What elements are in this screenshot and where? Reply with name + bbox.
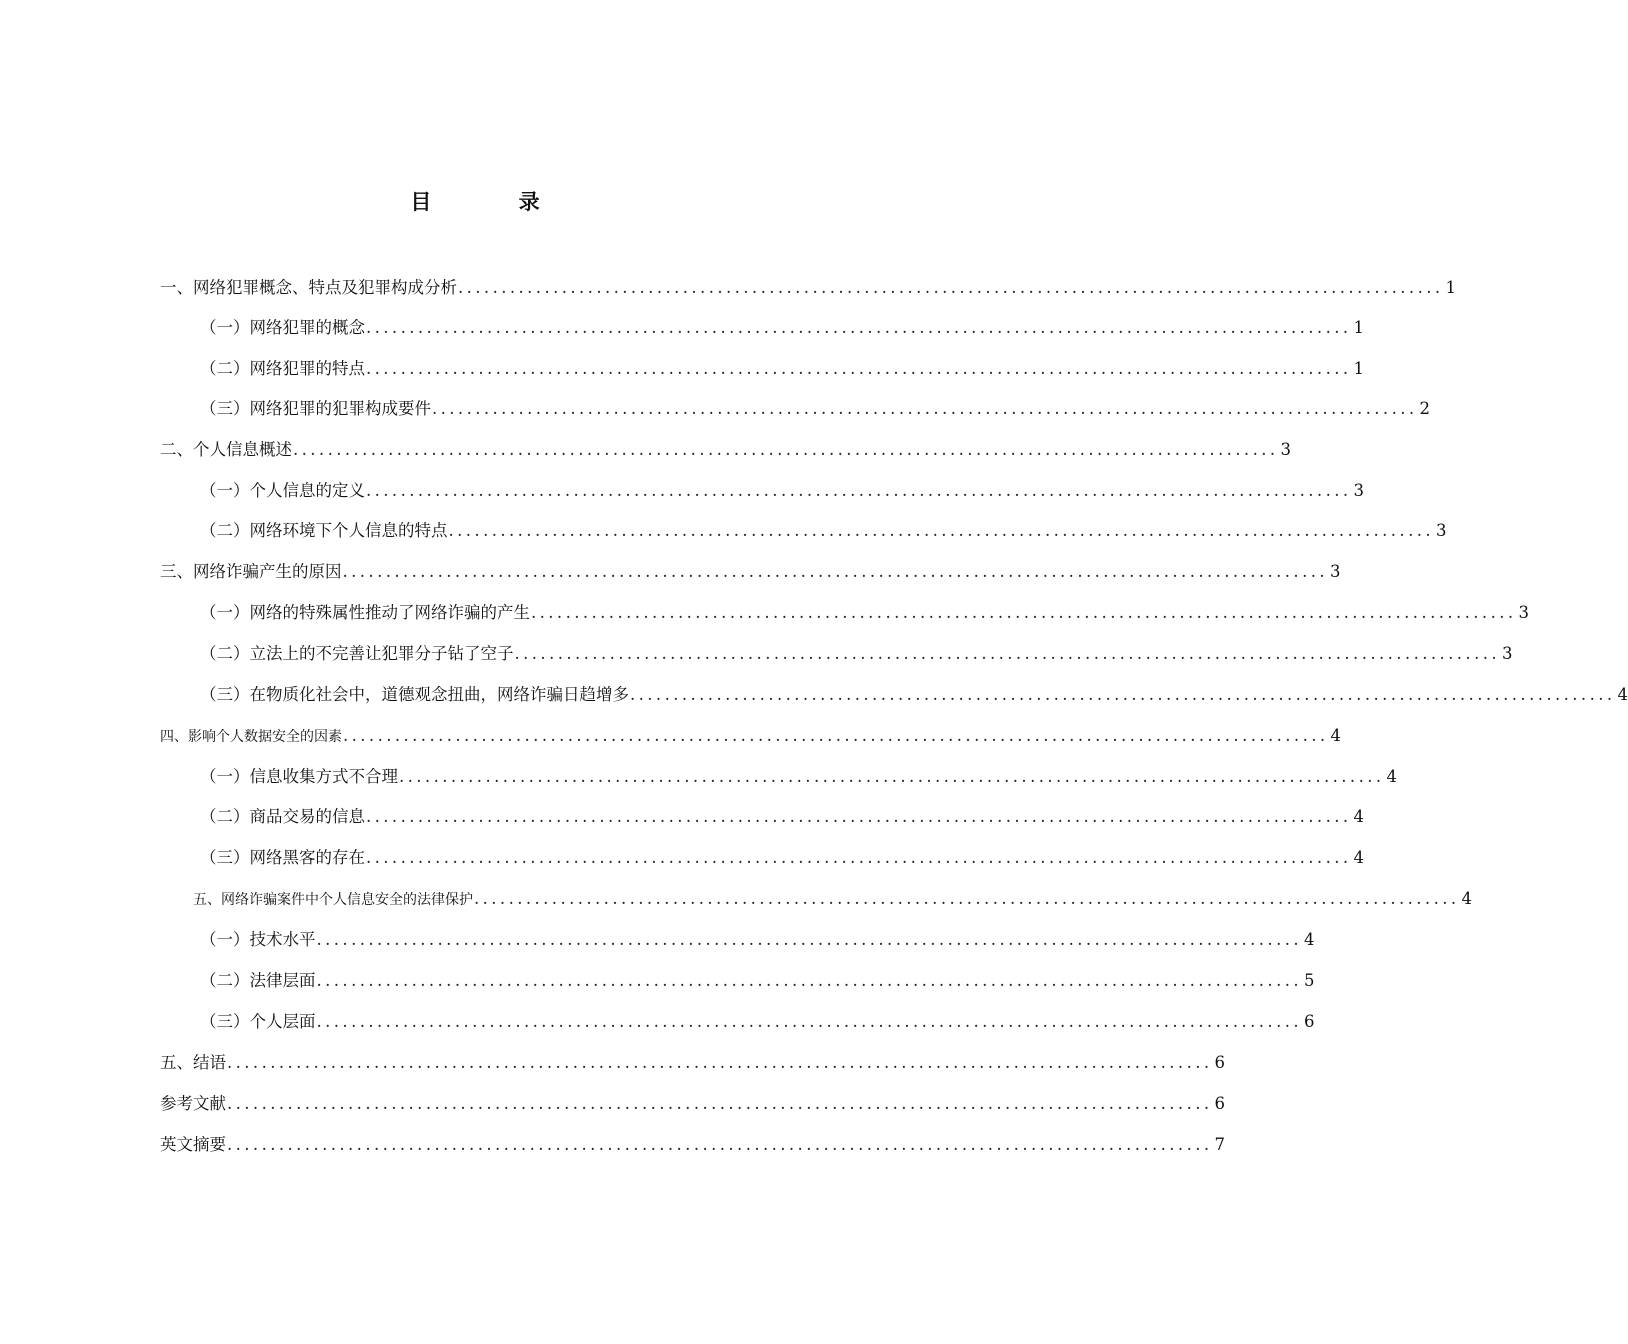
toc-entry-text: 三、网络诈骗产生的原因 [160,562,342,581]
toc-entry-page: 2 [1419,399,1431,418]
page-title: 目 录 [410,189,580,214]
toc-entry-text: 五、网络诈骗案件中个人信息安全的法律保护 [193,892,473,908]
toc-entry[interactable]: （二）网络环境下个人信息的特点 .................................................................................................................. 3 [200,521,1447,540]
toc-entry-page: 3 [1518,603,1530,622]
toc-entry[interactable]: （一）信息收集方式不合理 .................................................................................................................. 4 [200,767,1398,786]
toc-entry[interactable]: （三）个人层面 .................................................................................................................. 6 [200,1012,1315,1031]
toc-entry-page: 4 [1353,807,1365,826]
toc-entry-text: 一、网络犯罪概念、特点及犯罪构成分析 [160,278,457,297]
toc-entry-text: （一）网络的特殊属性推动了网络诈骗的产生 [200,603,530,622]
toc-entry-page: 3 [1353,481,1365,500]
toc-entry-page: 4 [1386,767,1398,786]
toc-entry-page: 4 [1304,930,1315,949]
toc-entry-page: 1 [1353,359,1365,378]
toc-entry-text: （三）网络犯罪的犯罪构成要件 [200,399,431,418]
toc-entry[interactable]: 二、个人信息概述 .................................................................................................................. 3 [160,440,1292,459]
toc-entry-page: 4 [1617,685,1628,704]
toc-entry[interactable]: （三）在物质化社会中，道德观念扭曲，网络诈骗日趋增多 .................................................................................................................. 4 [200,685,1628,704]
toc-entry-text: （一）信息收集方式不合理 [200,767,398,786]
toc-entry-text: （二）商品交易的信息 [200,807,365,826]
toc-entry-page: 4 [1330,726,1342,745]
toc-entry[interactable]: （三）网络黑客的存在 .................................................................................................................. 4 [200,848,1365,867]
toc-entry[interactable]: 一、网络犯罪概念、特点及犯罪构成分析 .................................................................................................................. 1 [160,278,1457,297]
toc-entry-text: 英文摘要 [160,1135,226,1154]
toc-entry[interactable]: （二）商品交易的信息 .................................................................................................................. 4 [200,807,1365,826]
toc-entry-text: （二）立法上的不完善让犯罪分子钻了空子 [200,644,514,663]
toc-entry[interactable]: 英文摘要 .................................................................................................................. 7 [160,1135,1226,1154]
toc-entry-page: 6 [1214,1053,1226,1072]
toc-entry[interactable]: 参考文献 .................................................................................................................. 6 [160,1094,1226,1113]
toc-entry-page: 6 [1214,1094,1226,1113]
toc-entry[interactable]: 五、结语 .................................................................................................................. 6 [160,1053,1226,1072]
toc-entry-text: 参考文献 [160,1094,226,1113]
toc-entry-page: 6 [1304,1012,1315,1031]
toc-entry-page: 3 [1436,521,1447,540]
toc-entry-page: 3 [1280,440,1292,459]
toc-entry-text: （三）个人层面 [200,1012,316,1031]
toc-entry[interactable]: （一）网络犯罪的概念 .................................................................................................................. 1 [200,318,1365,337]
toc-entry-text: （一）技术水平 [200,930,316,949]
toc-entry-text: （三）在物质化社会中，道德观念扭曲，网络诈骗日趋增多 [200,685,629,704]
toc-entry-text: （三）网络黑客的存在 [200,848,365,867]
toc-entry[interactable]: （一）个人信息的定义 .................................................................................................................. 3 [200,481,1365,500]
toc-entry[interactable]: 四、影响个人数据安全的因素 .................................................................................................................. 4 [160,725,821,748]
toc-entry[interactable]: （一）技术水平 .................................................................................................................. 4 [200,930,1315,949]
toc-entry-text: （二）网络环境下个人信息的特点 [200,521,448,540]
toc-entry-page: 3 [1330,562,1341,581]
toc-entry-text: （二）法律层面 [200,971,316,990]
toc-entry-text: 四、影响个人数据安全的因素 [160,729,342,745]
toc-entry-page: 5 [1304,971,1315,990]
toc-entry[interactable]: （二）网络犯罪的特点 .................................................................................................................. 1 [200,359,1365,378]
toc-entry[interactable]: （二）立法上的不完善让犯罪分子钻了空子 .................................................................................................................. 3 [200,644,1513,663]
toc-entry[interactable]: （二）法律层面 .................................................................................................................. 5 [200,971,1315,990]
toc-entry[interactable]: （一）网络的特殊属性推动了网络诈骗的产生 .................................................................................................................. 3 [200,603,1530,622]
toc-entry-text: （二）网络犯罪的特点 [200,359,365,378]
toc-entry[interactable]: 五、网络诈骗案件中个人信息安全的法律保护 .................................................................................................................. 4 [193,888,821,911]
toc-entry-text: 二、个人信息概述 [160,440,292,459]
toc-entry[interactable]: 三、网络诈骗产生的原因 .................................................................................................................. 3 [160,562,1341,581]
toc-entry-page: 4 [1461,889,1473,908]
toc-entry-page: 3 [1502,644,1513,663]
toc-entry[interactable]: （三）网络犯罪的犯罪构成要件 .................................................................................................................. 2 [200,399,1431,418]
toc-entry-text: 五、结语 [160,1053,226,1072]
toc-entry-text: （一）网络犯罪的概念 [200,318,365,337]
toc-entry-page: 1 [1445,278,1457,297]
toc-entry-page: 4 [1353,848,1365,867]
toc-entry-page: 1 [1353,318,1365,337]
toc-entry-text: （一）个人信息的定义 [200,481,365,500]
toc-entry-page: 7 [1214,1135,1226,1154]
